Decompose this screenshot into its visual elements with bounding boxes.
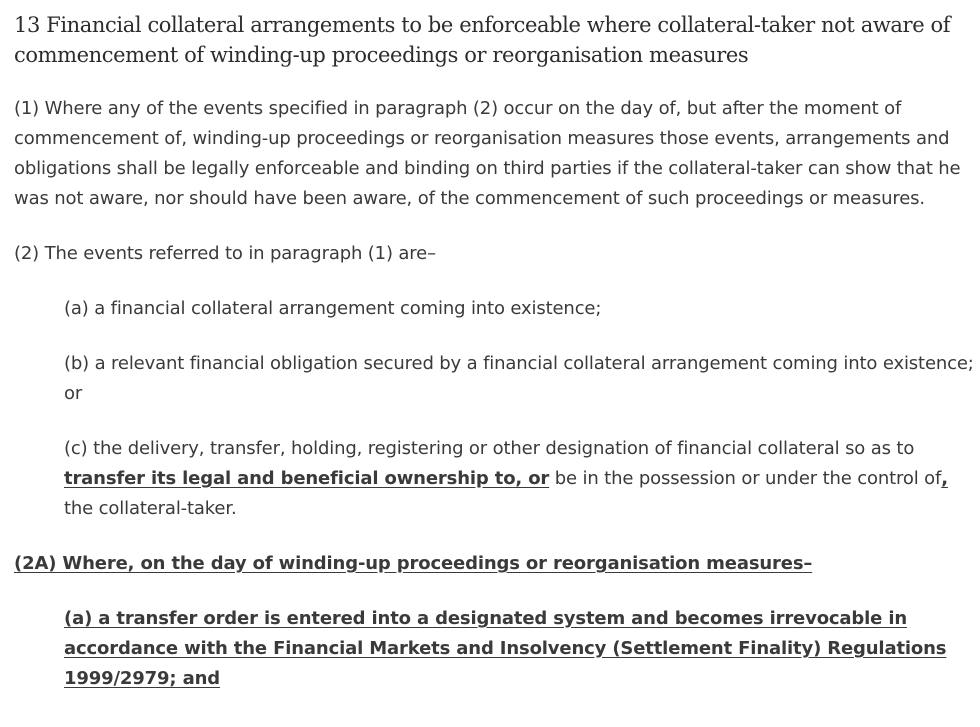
paragraph-2-c-text-middle: be in the possession or under the control of [549, 468, 942, 489]
paragraph-2A: (2A) Where, on the day of winding-up proceedings or reorganisation measures– [14, 553, 813, 574]
document-body [14, 10, 976, 719]
paragraph-2-b: (b) a relevant financial obligation secured by a financial collateral arrangement coming into existence; or [64, 353, 974, 404]
paragraph-1: (1) Where any of the events specified in paragraph (2) occur on the day of, but after the moment of commencement of, winding-up proceedings or reorganisation measures those events, arrangements and obligations shall be legally enforceable and binding on third parties if the collateral-taker can show that he was not aware, nor should have been aware, of the commencement of such proceedings or measures. [14, 98, 961, 209]
paragraph-2A-a: (a) a transfer order is entered into a designated system and becomes irrevocable in accordance with the Financial Markets and Insolvency (Settlement Finality) Regulations 1999/2979; and [64, 608, 947, 689]
paragraph-2-c-text-before: (c) the delivery, transfer, holding, registering or other designation of financial collateral so as to [64, 438, 915, 459]
paragraph-2-c-text-after: the collateral-taker. [64, 498, 237, 519]
section-heading: 13 Financial collateral arrangements to be enforceable where collateral-taker not aware of commencement of winding-up proceedings or reorganisation measures [14, 13, 951, 67]
inserted-text-ownership: transfer its legal and beneficial ownership to, or [64, 468, 550, 489]
paragraph-2-c [64, 434, 976, 524]
paragraph-2-a: (a) a financial collateral arrangement coming into existence; [64, 298, 602, 319]
inserted-comma: , [941, 468, 948, 489]
paragraph-2: (2) The events referred to in paragraph (1) are– [14, 243, 436, 264]
